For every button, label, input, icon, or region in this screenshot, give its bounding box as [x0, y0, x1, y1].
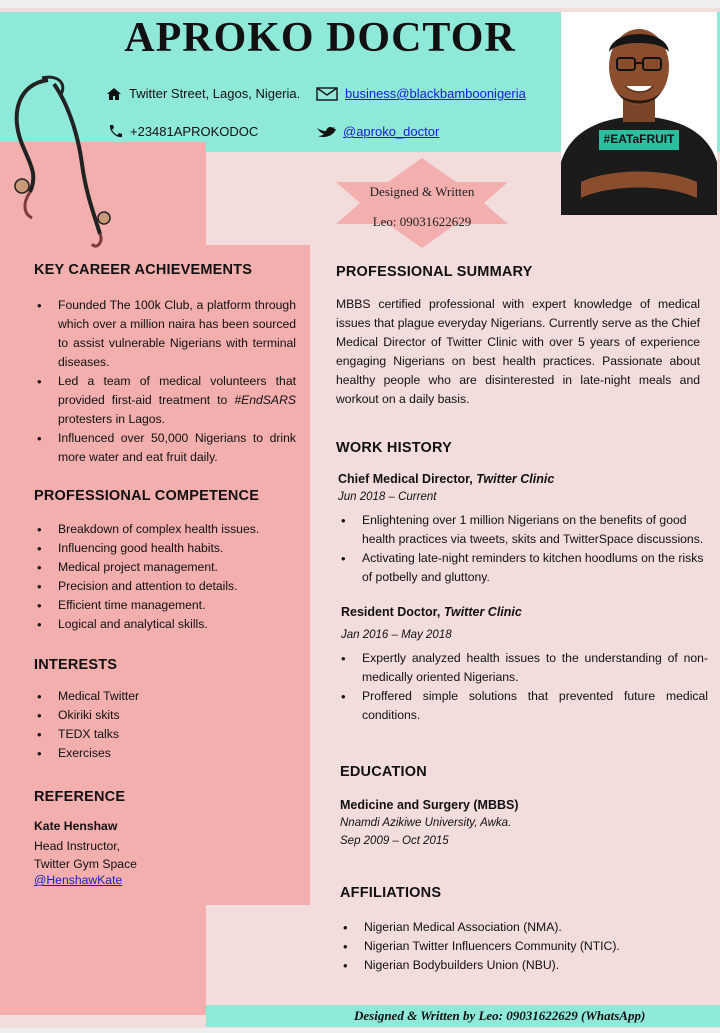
- list-item: • Proffered simple solutions that prevented future medical conditions.: [338, 687, 708, 725]
- reference-name: Kate Henshaw: [34, 819, 118, 833]
- reference-heading: REFERENCE: [34, 789, 126, 805]
- job-company: Twitter Clinic: [443, 605, 522, 619]
- achievements-list: [34, 296, 296, 467]
- profile-photo: [561, 12, 717, 215]
- job-title: [338, 472, 708, 486]
- hashtag: #EndSARS: [234, 393, 296, 407]
- achievements-section: [34, 262, 296, 467]
- job-dates: Jan 2016 – May 2018: [341, 629, 452, 641]
- mail-icon: [316, 87, 338, 101]
- list-item: • Nigerian Medical Association (NMA).: [340, 918, 700, 937]
- stethoscope-icon: [8, 74, 118, 254]
- list-item: • Medical Twitter: [34, 687, 296, 706]
- reference-handle-link[interactable]: @HenshawKate: [34, 873, 123, 887]
- competence-section: [34, 488, 296, 634]
- item-text-mid: provided first-aid treatment to: [58, 393, 228, 407]
- work-heading: WORK HISTORY: [336, 440, 452, 456]
- education-school: Nnamdi Azikiwe University, Awka.: [340, 817, 512, 829]
- competence-list: [34, 520, 296, 634]
- list-item: [34, 372, 296, 429]
- list-item: • Medical project management.: [34, 558, 296, 577]
- address-text: Twitter Street, Lagos, Nigeria.: [129, 86, 301, 101]
- list-item: • Exercises: [34, 744, 296, 763]
- job-title: [341, 605, 708, 619]
- list-item: • Influenced over 50,000 Nigerians to drink more water and eat fruit daily.: [34, 429, 296, 467]
- interests-list: [34, 687, 296, 763]
- education-dates: Sep 2009 – Oct 2015: [340, 835, 449, 847]
- phone-line: [108, 124, 258, 139]
- footer-credit: Designed & Written by Leo: 09031622629 (WhatsApp): [354, 1008, 646, 1023]
- summary-section: [336, 264, 700, 409]
- job-bullets: [338, 649, 708, 725]
- affiliations-list: [340, 918, 700, 975]
- designer-badge: [336, 158, 508, 248]
- home-icon: [106, 87, 122, 101]
- summary-heading: PROFESSIONAL SUMMARY: [336, 264, 533, 280]
- list-item: • Expertly analyzed health issues to the understanding of non-medically oriented Nigerians.: [338, 649, 708, 687]
- address-line: [106, 86, 300, 101]
- job-bullets: [338, 511, 708, 587]
- list-item: • TEDX talks: [34, 725, 296, 744]
- email-line: [316, 86, 526, 101]
- list-item: • Logical and analytical skills.: [34, 615, 296, 634]
- summary-text: MBBS certified professional with expert knowledge of medical issues that plague everyday Nigerians. Currently serve as the Chief Medical Director of Twitter Clinic with over 5 years of experience engaging Nigerians on best health practices. Passionate about healthy people who are disinterested in late-night meals and workout on a daily basis.: [336, 297, 700, 406]
- twitter-link[interactable]: @aproko_doctor: [343, 124, 440, 139]
- job-dates: Jun 2018 – Current: [338, 491, 437, 503]
- job-entry: [341, 605, 708, 725]
- shirt-text: #EATaFRUIT: [603, 132, 675, 146]
- affiliations-section: [340, 885, 700, 975]
- job-role: Chief Medical Director,: [338, 472, 473, 486]
- education-heading: EDUCATION: [340, 764, 427, 780]
- item-text-end: protesters in Lagos.: [58, 412, 166, 426]
- item-text-start: Led a team of medical volunteers that: [58, 374, 296, 388]
- affiliations-heading: AFFILIATIONS: [340, 885, 442, 901]
- list-item: • Founded The 100k Club, a platform through which over a million naira has been sourced to assist vulnerable Nigerians with terminal diseases.: [34, 296, 296, 372]
- list-item: • Breakdown of complex health issues.: [34, 520, 296, 539]
- achievements-heading: KEY CAREER ACHIEVEMENTS: [34, 262, 253, 278]
- phone-text: +23481APROKODOC: [130, 124, 259, 139]
- reference-role: Head Instructor,: [34, 839, 121, 853]
- list-item: • Precision and attention to details.: [34, 577, 296, 596]
- twitter-line: [316, 124, 439, 139]
- list-item: • Nigerian Twitter Influencers Community (NTIC).: [340, 937, 700, 956]
- job-role: Resident Doctor,: [341, 605, 441, 619]
- list-item: • Okiriki skits: [34, 706, 296, 725]
- interests-heading: INTERESTS: [34, 657, 118, 673]
- education-degree: Medicine and Surgery (MBBS): [340, 798, 519, 812]
- job-entry: [338, 472, 708, 587]
- badge-line-1: Designed & Written: [369, 184, 475, 199]
- education-section: [340, 764, 700, 847]
- competence-heading: PROFESSIONAL COMPETENCE: [34, 488, 260, 504]
- reference-org: Twitter Gym Space: [34, 857, 137, 871]
- list-item: • Nigerian Bodybuilders Union (NBU).: [340, 956, 700, 975]
- left-column-bottom: [0, 905, 206, 1015]
- list-item: • Influencing good health habits.: [34, 539, 296, 558]
- page-title: APROKO DOCTOR: [124, 15, 516, 61]
- list-item: • Activating late-night reminders to kitchen hoodlums on the risks of potbelly and gluttony.: [338, 549, 708, 587]
- badge-line-2: Leo: 09031622629: [372, 214, 472, 229]
- list-item: • Enlightening over 1 million Nigerians on the benefits of good health practices via tweets, skits and TwitterSpace discussions.: [338, 511, 708, 549]
- bird-icon: [316, 125, 336, 139]
- work-section: [336, 440, 708, 725]
- email-link[interactable]: business@blackbamboonigeria: [345, 86, 526, 101]
- list-item: • Efficient time management.: [34, 596, 296, 615]
- phone-icon: [108, 124, 123, 139]
- job-company: Twitter Clinic: [476, 472, 555, 486]
- interests-section: [34, 657, 296, 763]
- reference-section: [34, 789, 296, 887]
